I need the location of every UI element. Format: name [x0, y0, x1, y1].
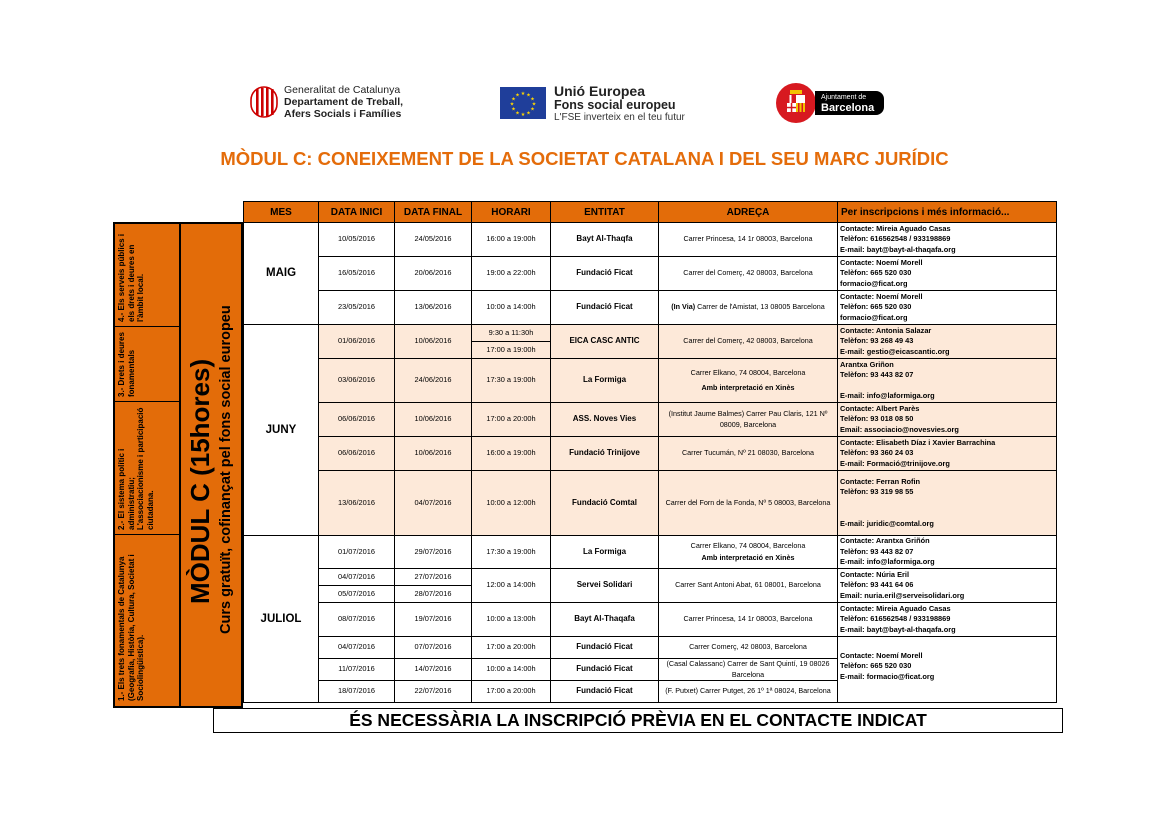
contact-cell	[838, 536, 1057, 569]
generalitat-logo	[250, 82, 425, 122]
entity: Fundació Trinijove	[551, 437, 659, 471]
contact-blank	[840, 498, 1054, 509]
topic-2	[115, 402, 179, 535]
month-june: JUNY	[244, 325, 319, 536]
table-row	[244, 569, 1057, 603]
schedule: 10:00 a 14:00h	[472, 291, 551, 325]
end-date-1: 27/07/2016	[414, 571, 452, 581]
contact-cell	[838, 359, 1057, 403]
svg-text:★: ★	[509, 101, 515, 108]
contact-blank	[840, 508, 1054, 519]
start-date: 01/06/2016	[319, 325, 395, 359]
entity: Bayt Al-Thaqfa	[551, 223, 659, 257]
address: Carrer Comerç, 42 08003, Barcelona	[659, 637, 838, 659]
address: Carrer Princesa, 14 1r 08003, Barcelona	[659, 603, 838, 637]
module-name: MÒDUL C (15hores)	[185, 358, 215, 604]
entity: Fundació Ficat	[551, 659, 659, 681]
start-date-2: 05/07/2016	[319, 585, 394, 602]
schedule-slot-1: 9:30 a 11:30h	[488, 327, 534, 337]
svg-text:★: ★	[520, 91, 526, 97]
contact-email[interactable]: E-mail: gestio@eicascantic.org	[840, 346, 950, 356]
schedule: 17:00 a 20:00h	[472, 637, 551, 659]
address: Carrer Princesa, 14 1r 08003, Barcelona	[659, 223, 838, 257]
end-date: 13/06/2016	[395, 291, 472, 325]
contact-phone: Telèfon: 665 520 030	[840, 661, 912, 670]
svg-text:★: ★	[530, 106, 535, 113]
contact-email[interactable]: formacio@ficat.org	[840, 278, 908, 288]
module-block	[181, 222, 243, 708]
svg-text:★: ★	[526, 110, 531, 117]
topic-3-text: 3.- Drets i deures fonamentals	[117, 332, 136, 397]
header-entity: ENTITAT	[551, 202, 659, 223]
contact-name: Contacte: Arantxa Griñón	[840, 536, 930, 546]
bcn-line1: Ajuntament de	[821, 93, 867, 101]
table-row	[244, 403, 1057, 437]
contact-blank	[840, 640, 1054, 651]
contact-name: Contacte: Ferran Rofin	[840, 476, 921, 486]
contact-phone: Telèfon: 93 018 08 50	[840, 414, 914, 424]
header-month: MES	[244, 202, 319, 223]
contact-phone: Telèfon: 616562548 / 933198869	[840, 614, 951, 624]
generalitat-emblem-icon	[250, 84, 278, 120]
contact-email[interactable]: E-mail: info@laformiga.org	[840, 557, 935, 567]
entity: Fundació Ficat	[551, 681, 659, 703]
start-date-1: 04/07/2016	[338, 571, 375, 581]
address-venue: (In Via)	[671, 302, 696, 312]
table-row	[244, 223, 1057, 257]
contact-name: Contacte: Albert Parès	[840, 403, 920, 413]
start-date: 06/06/2016	[319, 403, 395, 437]
svg-text:★: ★	[511, 106, 516, 113]
contact-cell	[838, 471, 1057, 536]
contact-email[interactable]: E-mail: bayt@bayt-al-thaqafa.org	[840, 624, 956, 634]
table-row	[244, 359, 1057, 403]
end-date: 10/06/2016	[395, 325, 472, 359]
schedule: 17:30 a 19:00h	[472, 359, 551, 403]
month-may: MAIG	[244, 223, 319, 325]
start-date: 11/07/2016	[319, 659, 395, 681]
contact-phone: Telèfon: 665 520 030	[840, 302, 912, 312]
end-date: 20/06/2016	[395, 257, 472, 291]
header-info: Per inscripcions i més informació...	[838, 202, 1057, 223]
topic-4-text: 4.- Els serveis públics i els drets i deures en l'àmbit local.	[117, 233, 145, 322]
contact-email[interactable]: formacio@ficat.org	[840, 312, 908, 322]
contact-cell	[838, 223, 1057, 257]
topics-column	[113, 222, 181, 708]
svg-text:★: ★	[515, 92, 520, 99]
table-row	[244, 257, 1057, 291]
contact-cell	[838, 437, 1057, 471]
end-date: 24/05/2016	[395, 223, 472, 257]
start-date: 10/05/2016	[319, 223, 395, 257]
address: Carrer Tucumán, Nº 21 08030, Barcelona	[659, 437, 838, 471]
contact-phone: Telèfon: 93 319 98 55	[840, 487, 914, 497]
address: (F. Putxet) Carrer Putget, 26 1º 1ª 08024, Barcelona	[659, 681, 838, 703]
table-row	[244, 603, 1057, 637]
module-subtitle: Curs gratuït, cofinançat pel fons social europeu	[218, 305, 234, 634]
address-note: Amb interpretació en Xinès	[701, 383, 795, 392]
contact-name: Contacte: Noemí Morell	[840, 650, 923, 660]
address: Carrer del Forn de la Fonda, Nº 5 08003, Barcelona	[659, 471, 838, 536]
contact-name: Contacte: Noemí Morell	[840, 291, 923, 301]
contact-name: Contacte: Antonia Salazar	[840, 325, 932, 335]
end-date: 14/07/2016	[395, 659, 472, 681]
contact-name: Contacte: Noemí Morell	[840, 257, 923, 267]
address-street: Carrer Elkano, 74 08004, Barcelona	[690, 540, 806, 550]
contact-name: Contacte: Mireia Aguado Casas	[840, 223, 951, 233]
contact-name: Contacte: Elisabeth Díaz i Xavier Barrachina	[840, 437, 996, 447]
contact-cell	[838, 257, 1057, 291]
end-date: 22/07/2016	[395, 681, 472, 703]
header-address: ADREÇA	[659, 202, 838, 223]
address: (Casal Calassanc) Carrer de Sant Quintí, 19 08026 Barcelona	[659, 659, 838, 681]
end-date: 10/06/2016	[395, 437, 472, 471]
schedule: 19:00 a 22:00h	[472, 257, 551, 291]
end-date-2: 28/07/2016	[395, 585, 471, 602]
table-row	[244, 291, 1057, 325]
contact-cell	[838, 291, 1057, 325]
schedule: 10:00 a 12:00h	[472, 471, 551, 536]
eu-flag-icon	[500, 87, 546, 119]
schedule-slot-2: 17:00 a 19:00h	[472, 341, 550, 358]
schedule: 10:00 a 13:00h	[472, 603, 551, 637]
eu-line2: Fons social europeu	[554, 97, 676, 112]
table-row	[244, 637, 1057, 659]
contact-cell	[838, 569, 1057, 603]
svg-text:★: ★	[531, 101, 537, 108]
header-start-date: DATA INICI	[319, 202, 395, 223]
contact-name: Arantxa Griñon	[840, 359, 894, 369]
contact-phone: Telèfon: 93 443 82 07	[840, 546, 914, 556]
start-date: 01/07/2016	[319, 536, 395, 569]
entity: La Formiga	[551, 536, 659, 569]
topic-1-text: 1.- Els trets fonamentals de Catalunya (Geografia, Història, Cultura, Societat i Sociolingüística).	[117, 554, 145, 701]
contact-cell	[838, 325, 1057, 359]
contact-email[interactable]: E-mail: info@laformiga.org	[840, 391, 935, 400]
contact-email[interactable]: Email: associacio@novesvies.org	[840, 424, 959, 434]
contact-phone: Telèfon: 93 441 64 06	[840, 580, 914, 590]
end-date: 07/07/2016	[395, 637, 472, 659]
gencat-line3: Afers Socials i Famílies	[284, 108, 402, 120]
entity: ASS. Noves Vies	[551, 403, 659, 437]
schedule	[472, 325, 551, 359]
table-row	[244, 437, 1057, 471]
address	[659, 291, 838, 325]
schedule: 16:00 a 19:00h	[472, 223, 551, 257]
address-note: Amb interpretació en Xinès	[701, 553, 795, 562]
month-july: JULIOL	[244, 536, 319, 703]
contact-phone: Telèfon: 93 360 24 03	[840, 448, 914, 458]
contact-phone: Telèfon: 93 268 49 43	[840, 336, 914, 346]
contact-blank	[840, 381, 1054, 392]
contact-cell	[838, 637, 1057, 703]
schedule-table	[243, 201, 1057, 703]
contact-email[interactable]: E-mail: juridic@comtal.org	[840, 518, 934, 528]
contact-email[interactable]: Email: nuria.eril@serveisolidari.org	[840, 590, 965, 600]
start-date: 06/06/2016	[319, 437, 395, 471]
table-row	[244, 471, 1057, 536]
entity: Fundació Ficat	[551, 291, 659, 325]
svg-text:★: ★	[526, 92, 531, 99]
address-street: Carrer de l'Amistat, 13 08005 Barcelona	[697, 302, 825, 312]
table-header-row	[244, 202, 1057, 223]
bcn-line2: Barcelona	[821, 101, 875, 114]
start-date: 08/07/2016	[319, 603, 395, 637]
address: Carrer Sant Antoni Abat, 61 08001, Barcelona	[659, 569, 838, 603]
end-date	[395, 569, 472, 603]
schedule: 16:00 a 19:00h	[472, 437, 551, 471]
schedule: 12:00 a 14:00h	[472, 569, 551, 603]
start-date: 16/05/2016	[319, 257, 395, 291]
start-date: 23/05/2016	[319, 291, 395, 325]
barcelona-seal-icon	[775, 82, 817, 124]
contact-cell	[838, 603, 1057, 637]
address: (Institut Jaume Balmes) Carrer Pau Claris, 121 Nº 08009, Barcelona	[659, 403, 838, 437]
address: Carrer del Comerç, 42 08003, Barcelona	[659, 325, 838, 359]
end-date: 04/07/2016	[395, 471, 472, 536]
address: Carrer del Comerç, 42 08003, Barcelona	[659, 257, 838, 291]
entity: Fundació Comtal	[551, 471, 659, 536]
topic-1	[115, 535, 179, 706]
start-date: 18/07/2016	[319, 681, 395, 703]
entity: Fundació Ficat	[551, 257, 659, 291]
entity: Servei Solidari	[551, 569, 659, 603]
schedule: 10:00 a 14:00h	[472, 659, 551, 681]
start-date: 03/06/2016	[319, 359, 395, 403]
document-title: MÒDUL C: CONEIXEMENT DE LA SOCIETAT CATALANA I DEL SEU MARC JURÍDIC	[220, 148, 949, 169]
end-date: 29/07/2016	[395, 536, 472, 569]
contact-email[interactable]: E-mail: Formació@trinijove.org	[840, 458, 950, 468]
topic-2-text: 2.- El sistema polític i administratiu; L'associacionisme i participació ciutadana.	[117, 407, 155, 530]
barcelona-logo	[775, 82, 925, 124]
entity: EICA CASC ANTIC	[551, 325, 659, 359]
table-row	[244, 536, 1057, 569]
schedule: 17:00 a 20:00h	[472, 403, 551, 437]
table-row	[244, 325, 1057, 359]
eu-line3: L'FSE inverteix en el teu futur	[554, 111, 685, 123]
entity: Bayt Al-Thaqafa	[551, 603, 659, 637]
registration-notice: ÉS NECESSÀRIA LA INSCRIPCIÓ PRÈVIA EN EL CONTACTE INDICAT	[213, 708, 1063, 733]
end-date: 24/06/2016	[395, 359, 472, 403]
address	[659, 359, 838, 403]
topic-4	[115, 224, 179, 327]
svg-text:★: ★	[520, 112, 526, 118]
schedule: 17:30 a 19:00h	[472, 536, 551, 569]
entity: La Formiga	[551, 359, 659, 403]
start-date	[319, 569, 395, 603]
header-schedule: HORARI	[472, 202, 551, 223]
gencat-line1: Generalitat de Catalunya	[284, 84, 401, 96]
end-date: 10/06/2016	[395, 403, 472, 437]
contact-email[interactable]: E-mail: formacio@ficat.org	[840, 671, 935, 681]
entity: Fundació Ficat	[551, 637, 659, 659]
contact-phone: Telèfon: 616562548 / 933198869	[840, 234, 951, 244]
contact-name: Contacte: Mireia Aguado Casas	[840, 603, 951, 613]
contact-phone: Telèfon: 93 443 82 07	[840, 370, 914, 379]
start-date: 13/06/2016	[319, 471, 395, 536]
contact-email[interactable]: E-mail: bayt@bayt-al-thaqafa.org	[840, 244, 956, 254]
start-date: 04/07/2016	[319, 637, 395, 659]
contact-phone: Telèfon: 665 520 030	[840, 268, 912, 278]
gencat-line2: Departament de Treball,	[284, 96, 404, 108]
eu-line1: Unió Europea	[554, 82, 646, 99]
svg-text:★: ★	[515, 110, 520, 117]
header-end-date: DATA FINAL	[395, 202, 472, 223]
eu-logo	[500, 83, 700, 123]
topic-3	[115, 327, 179, 402]
address-street: Carrer Elkano, 74 08004, Barcelona	[690, 367, 806, 377]
address	[659, 536, 838, 569]
svg-text:★: ★	[511, 96, 516, 103]
svg-text:★: ★	[530, 96, 535, 103]
schedule: 17:00 a 20:00h	[472, 681, 551, 703]
contact-name: Contacte: Núria Eril	[840, 569, 909, 579]
contact-cell	[838, 403, 1057, 437]
end-date: 19/07/2016	[395, 603, 472, 637]
